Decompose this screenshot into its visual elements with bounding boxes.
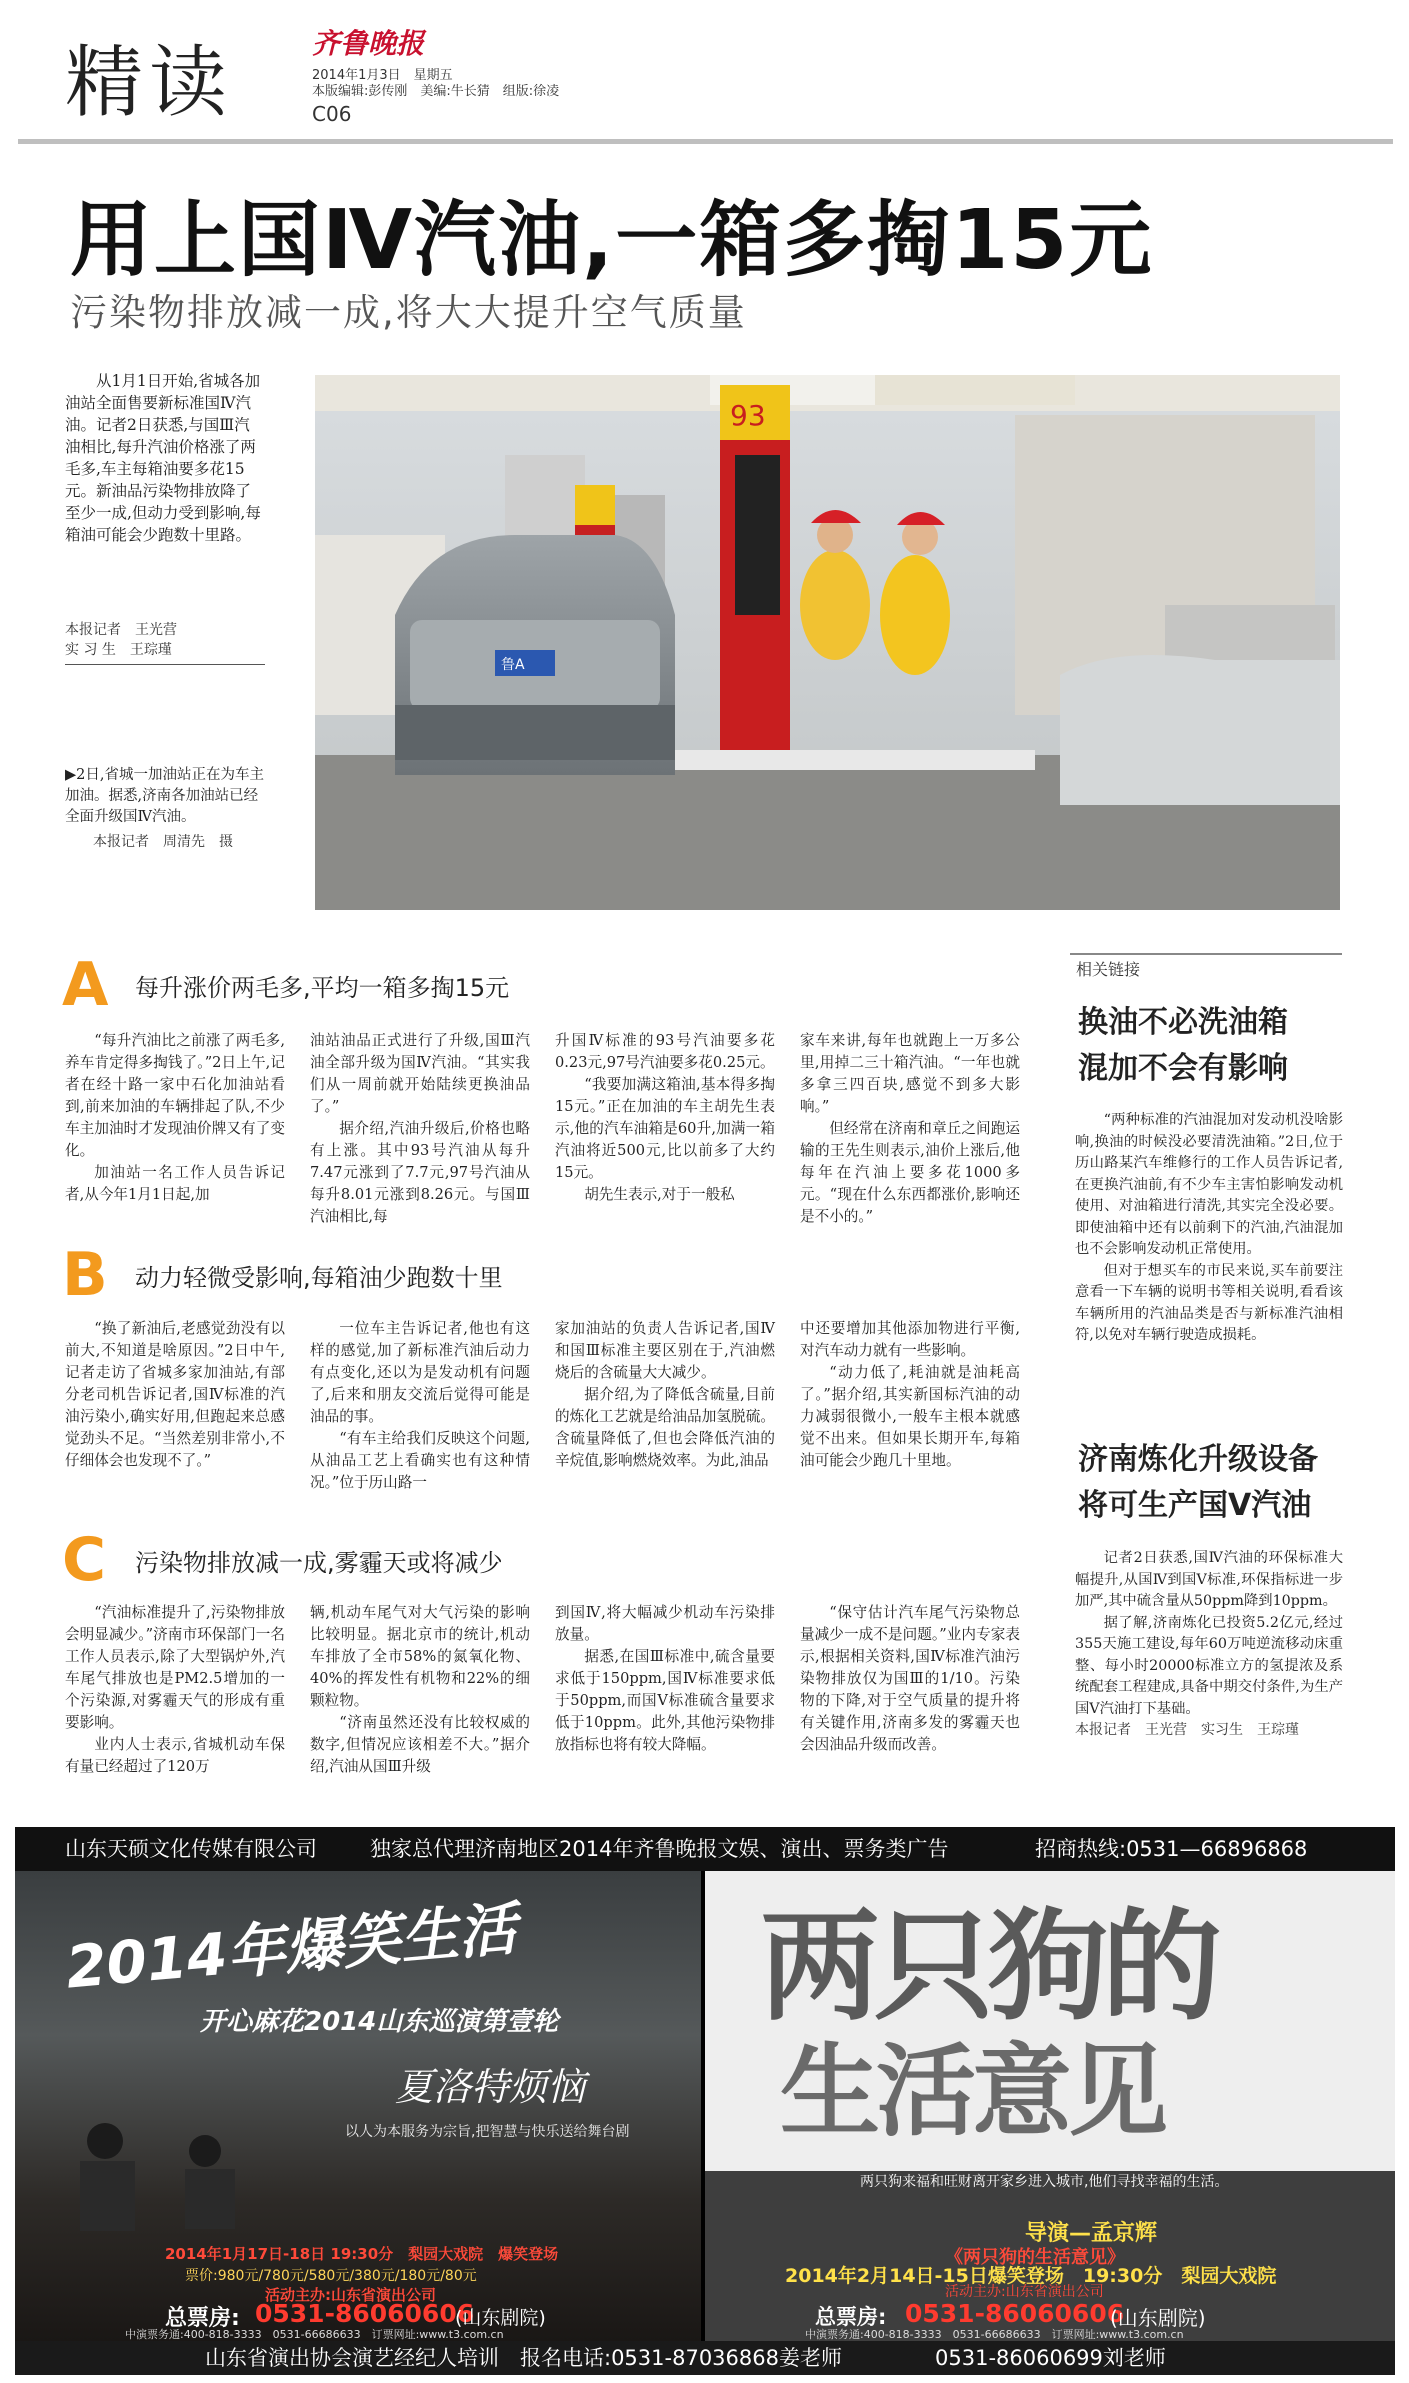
section-a-title: 每升涨价两毛多,平均一箱多掏15元 bbox=[135, 974, 510, 1002]
ad-left-dates: 2014年1月17日-18日 19:30分 梨园大戏院 爆笑登场 bbox=[165, 2245, 559, 2263]
section-c-title: 污染物排放减一成,雾霾天或将减少 bbox=[135, 1549, 503, 1577]
headline: 用上国Ⅳ汽油,一箱多掏15元 bbox=[70, 193, 1154, 288]
ad-left-box-label: 总票房: bbox=[165, 2306, 240, 2331]
couple-silhouette bbox=[35, 2111, 315, 2241]
paragraph: “汽油标准提升了,污染物排放会明显减少。”济南市环保部门一名工作人员表示,除了大型锅炉外,汽车尾气排放也是PM2.5增加的一个污染源,对雾霾天气的形成有重要影响。 bbox=[65, 1604, 285, 1731]
paragraph: 家车来讲,每年也就跑上一万多公里,用掉二三十箱汽油。“一年也就多拿三四百块,感觉不到多大影响。” bbox=[800, 1032, 1020, 1115]
byline bbox=[65, 620, 265, 665]
paragraph: 家加油站的负责人告诉记者,国Ⅳ和国Ⅲ标准主要区别在于,汽油燃烧后的含硫量大大减少。 bbox=[555, 1320, 775, 1381]
page-number: C06 bbox=[312, 102, 352, 126]
paragraph: “保守估计汽车尾气污染物总量减少一成不是问题。”业内专家表示,根据相关资料,国Ⅳ标准汽油污染物排放仅为国Ⅲ的1/10。污染物的下降,对于空气质量的提升将有关键作用,济南多发的雾霾天也会因油品升级而改善。 bbox=[800, 1604, 1020, 1753]
paragraph: “动力低了,耗油就是油耗高了。”据介绍,其实新国标汽油的动力减弱很微小,一般车主根本就感觉不出来。但如果长期开车,每箱油可能会少跑几十里地。 bbox=[800, 1364, 1020, 1469]
photo-caption bbox=[65, 765, 265, 852]
ad-left-organizer: 活动主办:山东省演出公司 bbox=[265, 2286, 436, 2304]
section-b-title: 动力轻微受影响,每箱油少跑数十里 bbox=[135, 1264, 503, 1292]
ad-show-right[interactable] bbox=[705, 1871, 1395, 2341]
ad-left-ticket-info: 中演票务通:400-818-3333 0531-66686633 订票网址:www.t3.com.cn bbox=[125, 2328, 504, 2341]
sidebar-title-line: 混加不会有影响 bbox=[1078, 1051, 1288, 1086]
section-a-col4 bbox=[800, 1030, 1020, 1228]
paragraph: 胡先生表示,对于一般私 bbox=[584, 1186, 735, 1203]
section-c-col1 bbox=[65, 1602, 285, 1778]
paragraph: “两种标准的汽油混加对发动机没啥影响,换油的时候没必要清洗油箱。”2日,位于历山路某汽车维修行的工作人员告诉记者,在更换汽油前,有不少车主害怕影响发动机使用、对油箱进行清洗,其实完全没必要。即使油箱中还有以前剩下的汽油,汽油混加也不会影响发动机正常使用。 bbox=[1075, 1112, 1343, 1257]
section-b-col3 bbox=[555, 1318, 775, 1472]
ad-right-box-label: 总票房: bbox=[815, 2305, 887, 2329]
paragraph: 但经常在济南和章丘之间跑运输的王先生则表示,油价上涨后,他每年在汽油上要多花1000多元。“现在什么东西都涨价,影响还是不小的。” bbox=[800, 1120, 1020, 1225]
sidebar-credit: 本报记者 王光营 实习生 王琮瑾 bbox=[1075, 1722, 1299, 1738]
ad-hotline: 招商热线:0531—66896868 bbox=[1035, 1837, 1308, 1861]
section-name: 精读 bbox=[65, 38, 234, 128]
paragraph: 据悉,在国Ⅲ标准中,硫含量要求低于150ppm,国Ⅳ标准要求低于50ppm,而国Ⅴ标准硫含量要求低于10ppm。此外,其他污染物排放指标也将有较大降幅。 bbox=[555, 1648, 775, 1753]
ad-right-venue: (山东剧院) bbox=[1110, 2306, 1206, 2330]
header-rule bbox=[18, 139, 1393, 144]
ad-right-phone[interactable]: 0531-86060606 bbox=[905, 2299, 1125, 2328]
section-a-col3 bbox=[555, 1030, 775, 1206]
ad-right-title: 两只狗的 bbox=[760, 1898, 1216, 2037]
paragraph: 但对于想买车的市民来说,买车前要注意看一下车辆的说明书等相关说明,看看该车辆所用的汽油品类是否与新标准汽油相符,以免对车辆行驶造成损耗。 bbox=[1075, 1262, 1343, 1343]
paragraph: “换了新油后,老感觉劲没有以前大,不知道是啥原因。”2日中午,记者走访了省城多家加油站,有部分老司机告诉记者,国Ⅳ标准的汽油污染小,确实好用,但跑起来总感觉劲头不足。“当然差别非常小,不仔细体会也发现不了。” bbox=[65, 1320, 285, 1469]
sidebar-body-2 bbox=[1075, 1548, 1343, 1740]
ad-right-ticket-info: 中演票务通:400-818-3333 0531-66686633 订票网址:www.t3.com.cn bbox=[805, 2328, 1184, 2341]
section-c-col4 bbox=[800, 1602, 1020, 1756]
ad-right-director: 导演—孟京辉 bbox=[1025, 2221, 1158, 2246]
related-links-tag bbox=[1070, 953, 1342, 980]
ad-training-info: 山东省演出协会演艺经纪人培训 报名电话:0531-87036868姜老师 bbox=[205, 2346, 842, 2370]
paragraph: “济南虽然还没有比较权威的数字,但情况应该相差不大。”据介绍,汽油从国Ⅲ升级 bbox=[310, 1714, 530, 1775]
ad-training-phone: 0531-86060699刘老师 bbox=[935, 2346, 1166, 2370]
section-a-col1 bbox=[65, 1030, 285, 1206]
ad-right-blurb: 两只狗来福和旺财离开家乡进入城市,他们寻找幸福的生活。 bbox=[860, 2174, 1229, 2190]
sidebar-title-line: 济南炼化升级设备 bbox=[1078, 1442, 1318, 1477]
paragraph: 加油站一名工作人员告诉记者,从今年1月1日起,加 bbox=[65, 1164, 285, 1203]
ad-agency: 独家总代理济南地区2014年齐鲁晚报文娱、演出、票务类广告 bbox=[370, 1837, 949, 1861]
section-b-col4 bbox=[800, 1318, 1020, 1472]
sidebar-title-line: 换油不必洗油箱 bbox=[1078, 1005, 1288, 1040]
ad-right-organizer: 活动主办:山东省演出公司 bbox=[945, 2284, 1104, 2300]
byline-intern: 实 习 生 王琮瑾 bbox=[65, 642, 172, 658]
ad-left-title: 2014年爆笑生活 bbox=[63, 1894, 519, 2002]
ad-left-venue: (山东剧院) bbox=[455, 2307, 546, 2329]
caption-text: ▶2日,省城一加油站正在为车主加油。据悉,济南各加油站已经全面升级国Ⅳ汽油。 bbox=[65, 767, 264, 825]
sidebar-title-2 bbox=[1078, 1437, 1318, 1529]
related-tag-label: 相关链接 bbox=[1070, 960, 1146, 979]
paragraph: 升国Ⅳ标准的93号汽油要多花0.23元,97号汽油要多花0.25元。 bbox=[555, 1032, 775, 1071]
advertisement[interactable] bbox=[15, 1827, 1395, 2375]
sidebar-body-1 bbox=[1075, 1110, 1343, 1347]
section-b-letter: B bbox=[62, 1240, 108, 1310]
section-a-col2 bbox=[310, 1030, 530, 1228]
ad-footer-bar bbox=[15, 2341, 1395, 2375]
editor-credits: 本版编辑:彭传刚 美编:牛长猜 组版:徐凌 bbox=[312, 84, 560, 99]
section-c-col3 bbox=[555, 1602, 775, 1756]
paragraph: 到国Ⅳ,将大幅减少机动车污染排放量。 bbox=[555, 1604, 775, 1643]
ad-show-left[interactable] bbox=[15, 1871, 701, 2341]
ad-right-show-name: 《两只狗的生活意见》 bbox=[945, 2247, 1125, 2268]
paper-logo: 齐鲁晚报 bbox=[312, 27, 425, 60]
section-a-letter: A bbox=[62, 950, 109, 1020]
paragraph: 中还要增加其他添加物进行平衡,对汽车动力就有一些影响。 bbox=[800, 1320, 1020, 1359]
sidebar-title-1 bbox=[1078, 1000, 1288, 1092]
gas-station-photo bbox=[315, 375, 1340, 910]
paragraph: 辆,机动车尾气对大气污染的影响比较明显。据北京市的统计,机动车排放了全市58%的氮氧化物、40%的挥发性有机物和22%的细颗粒物。 bbox=[310, 1604, 530, 1709]
issue-date: 2014年1月3日 星期五 bbox=[312, 68, 453, 83]
paragraph: 业内人士表示,省城机动车保有量已经超过了120万 bbox=[65, 1736, 285, 1775]
ad-right-title-line2: 生活意见 bbox=[780, 2033, 1164, 2150]
ad-right-dates: 2014年2月14日-15日爆笑登场 19:30分 梨园大戏院 bbox=[785, 2265, 1277, 2287]
section-b-col2 bbox=[310, 1318, 530, 1494]
license-plate: 鲁A bbox=[501, 657, 525, 673]
paragraph: 据介绍,汽油升级后,价格也略有上涨。其中93号汽油从每升7.47元涨到了7.7元,97号汽油从每升8.01元涨到8.26元。与国Ⅲ汽油相比,每 bbox=[310, 1120, 530, 1225]
ad-left-show-name: 夏洛特烦恼 bbox=[395, 2065, 586, 2109]
paragraph: “每升汽油比之前涨了两毛多,养车肯定得多掏钱了。”2日上午,记者在经十路一家中石化加油站看到,前来加油的车辆排起了队,不少车主加油时才发现油价牌又有了变化。 bbox=[65, 1032, 285, 1159]
section-b-col1 bbox=[65, 1318, 285, 1472]
section-c-col2 bbox=[310, 1602, 530, 1778]
subheadline: 污染物排放减一成,将大大提升空气质量 bbox=[70, 291, 747, 334]
lead-paragraph bbox=[65, 370, 265, 546]
pump-price-label: 93 bbox=[730, 399, 766, 432]
paragraph: 记者2日获悉,国Ⅳ汽油的环保标准大幅提升,从国Ⅳ到国Ⅴ标准,环保指标进一步加严,其中硫含量从50ppm降到10ppm。 bbox=[1075, 1550, 1343, 1609]
ad-header-bar bbox=[15, 1827, 1395, 1871]
sidebar-title-line: 将可生产国Ⅴ汽油 bbox=[1078, 1488, 1312, 1523]
paragraph: 油站油品正式进行了升级,国Ⅲ汽油全部升级为国Ⅳ汽油。“其实我们从一周前就开始陆续更换油品了。” bbox=[310, 1032, 530, 1115]
ad-company: 山东天硕文化传媒有限公司 bbox=[65, 1837, 317, 1861]
ad-left-subtitle: 开心麻花2014山东巡演第壹轮 bbox=[200, 2007, 559, 2037]
section-c-letter: C bbox=[62, 1525, 107, 1595]
photo-credit: 本报记者 周清先 摄 bbox=[93, 834, 233, 850]
paragraph: 据了解,济南炼化已投资5.2亿元,经过355天施工建设,每年60万吨逆流移动床重整、每小时20000标准立方的氢提浓及系统配套工程建成,具备中期交付条件,为生产国Ⅴ汽油打下基础。 bbox=[1075, 1614, 1343, 1717]
paragraph: 据介绍,为了降低含硫量,目前的炼化工艺就是给油品加氢脱硫。含硫量降低了,但也会降低汽油的辛烷值,影响燃烧效率。为此,油品 bbox=[555, 1386, 775, 1469]
lead-text: 从1月1日开始,省城各加油站全面售要新标准国Ⅳ汽油。记者2日获悉,与国Ⅲ汽油相比,每升汽油价格涨了两毛多,车主每箱油要多花15元。新油品污染物排放降了至少一成,但动力受到影响,每箱油可能会少跑数十里路。 bbox=[65, 372, 261, 544]
paragraph: “我要加满这箱油,基本得多掏15元。”正在加油的车主胡先生表示,他的汽车油箱是60升,加满一箱汽油将近500元,比以前多了大约15元。 bbox=[555, 1076, 775, 1181]
masthead bbox=[0, 0, 1409, 150]
byline-reporter: 本报记者 王光营 bbox=[65, 622, 177, 638]
paragraph: “有车主给我们反映这个问题,从油品工艺上看确实也有这种情况。”位于历山路一 bbox=[310, 1430, 530, 1491]
ad-left-prices: 票价:980元/780元/580元/380元/180元/80元 bbox=[185, 2268, 477, 2284]
paragraph: 一位车主告诉记者,他也有这样的感觉,加了新标准汽油后动力有点变化,还以为是发动机有问题了,后来和朋友交流后觉得可能是油品的事。 bbox=[310, 1320, 530, 1425]
ad-left-blurb: 以人为本服务为宗旨,把智慧与快乐送给舞台剧 bbox=[345, 2124, 630, 2140]
ad-left-phone[interactable]: 0531-86060606 bbox=[255, 2299, 475, 2328]
